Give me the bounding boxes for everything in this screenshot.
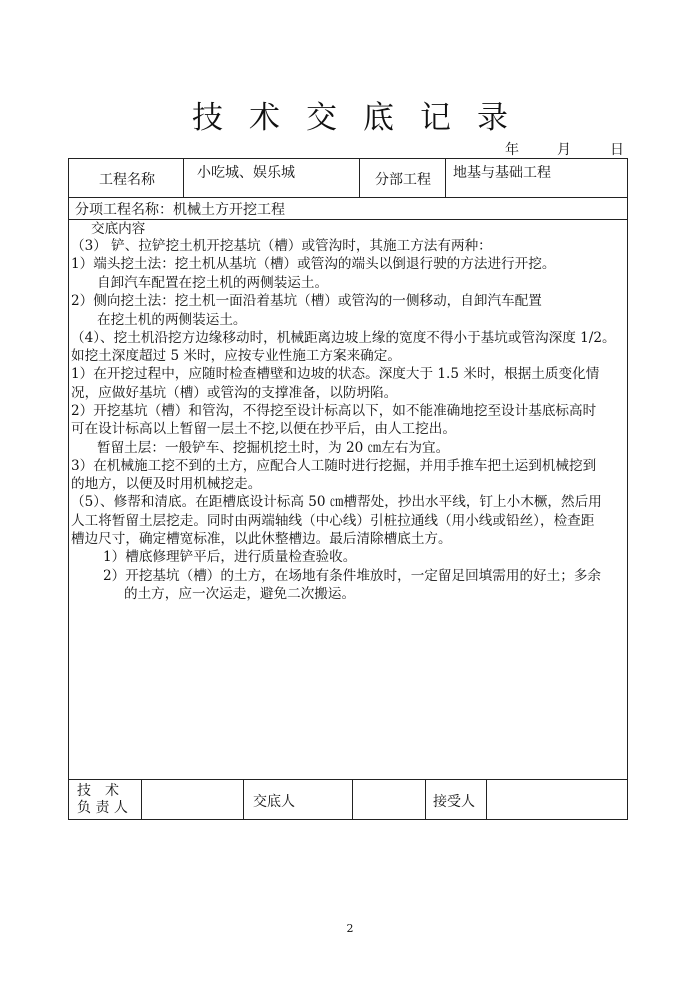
- signature-row: [69, 779, 627, 819]
- content-label: 交底内容: [91, 221, 146, 237]
- content-line: 人工将暂留土层挖走。同时由两端轴线（中心线）引桩拉通线（用小线或铅丝），检查距: [71, 513, 595, 529]
- content-line: 自卸汽车配置在挖土机的两侧装运土。: [97, 275, 329, 291]
- handover-form: [68, 158, 628, 820]
- content-line: 1）端头挖土法：挖土机从基坑（槽）或管沟的端头以倒退行驶的方法进行开挖。: [71, 256, 556, 272]
- tech-lead-label-1: 技 术: [77, 783, 119, 799]
- content-line: 槽边尺寸，确定槽宽标准，以此休整槽边。最后清除槽底土方。: [71, 531, 452, 547]
- content-line: 3）在机械施工挖不到的土方，应配合人工随时进行挖掘，并用手推车把土运到机械挖到: [71, 458, 597, 474]
- content-line: 况，应做好基坑（槽）或管沟的支撑准备，以防坍陷。: [71, 385, 398, 401]
- content-line: 2）开挖基坑（槽）的土方，在场地有条件堆放时，一定留足回填需用的好土；多余: [103, 568, 602, 584]
- content-line: 在挖土机的两侧装运土。: [97, 312, 247, 328]
- division-label: 分部工程: [375, 172, 431, 188]
- date-month: 月: [557, 142, 571, 158]
- content-line: 的地方，以便及时用机械挖走。: [71, 476, 262, 492]
- page-title: 技术交底记录: [192, 100, 534, 136]
- date-year: 年: [505, 142, 519, 158]
- content-line: （4）、挖土机沿挖方边缘移动时，机械距离边坡上缘的宽度不得小于基坑或管沟深度 1/2。: [71, 330, 616, 346]
- date-day: 日: [610, 142, 624, 158]
- content-line: （5）、修帮和清底。在距槽底设计标高 50 ㎝槽帮处，抄出水平线，钉上小木橛，然后用: [71, 494, 602, 510]
- content-line: 1）在开挖过程中，应随时检查槽壁和边坡的状态。深度大于 1.5 米时，根据土质变化情: [71, 366, 600, 382]
- content-line: 可在设计标高以上暂留一层土不挖,以便在抄平后，由人工挖出。: [71, 421, 456, 437]
- content-line: 1）槽底修理铲平后，进行质量检查验收。: [103, 549, 357, 565]
- content-line: 2）侧向挖土法：挖土机一面沿着基坑（槽）或管沟的一侧移动，自卸汽车配置: [71, 293, 542, 309]
- content-line: 的土方，应一次运走，避免二次搬运。: [124, 586, 356, 602]
- content-line: 2）开挖基坑（槽）和管沟，不得挖至设计标高以下，如不能准确地挖至设计基底标高时: [71, 403, 597, 419]
- project-row: [69, 159, 627, 198]
- content-line: 如挖土深度超过 5 米时，应按专业性施工方案来确定。: [71, 348, 401, 364]
- subdivision-label: 分项工程名称：: [75, 202, 173, 218]
- content-area: [69, 219, 627, 780]
- handover-label: 交底人: [253, 794, 295, 810]
- content-line: （3） 铲、拉铲挖土机开挖基坑（槽）或管沟时，其施工方法有两种：: [71, 238, 492, 254]
- tech-lead-label-2: 负 责 人: [77, 800, 128, 816]
- project-name-value: 小吃城、娱乐城: [197, 165, 295, 181]
- subdivision-value: 机械土方开挖工程: [173, 202, 285, 218]
- subdivision-row: [69, 197, 627, 220]
- page-number: 2: [346, 922, 354, 935]
- receiver-label: 接受人: [433, 794, 475, 810]
- project-name-label: 工程名称: [99, 172, 155, 188]
- division-value: 地基与基础工程: [453, 165, 551, 181]
- content-line: 暂留土层：一般铲车、挖掘机挖土时，为 20 ㎝左右为宜。: [97, 440, 450, 456]
